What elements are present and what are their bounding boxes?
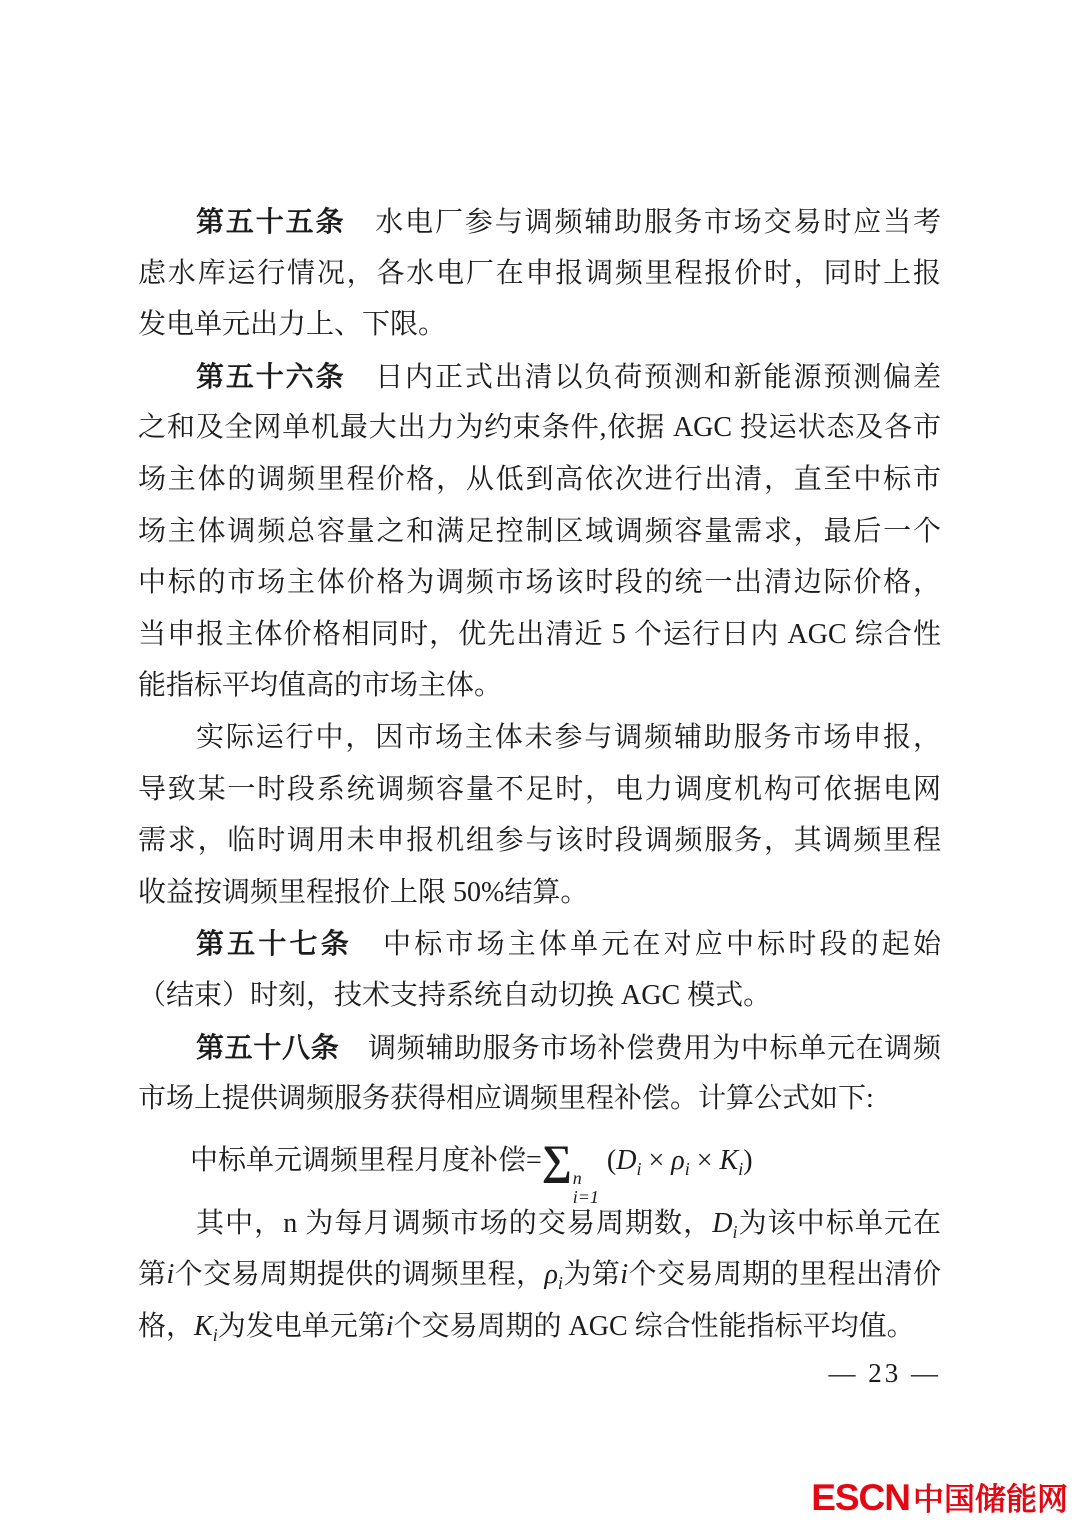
paragraph <box>138 918 941 1021</box>
page-number: — 23 — <box>828 1358 941 1388</box>
text-line <box>138 506 941 558</box>
math-variable: ρ <box>544 1259 558 1291</box>
text-segment: 为发电单元第 <box>217 1310 386 1342</box>
text-segment: 中标单元调频里程月度补偿= <box>190 1144 542 1176</box>
text-line <box>138 248 941 300</box>
text-segment: 市场上提供调频服务获得相应调频里程补偿。计算公式如下: <box>138 1083 874 1115</box>
text-segment: 个交易周期的 AGC 综合性能指标平均值。 <box>393 1310 915 1342</box>
text-segment: 中标的市场主体价格为调频市场该时段的统一出清边际价格， <box>138 567 941 599</box>
text-segment: 当申报主体价格相同时，优先出清近 5 个运行日内 AGC 综合性 <box>138 618 941 650</box>
paragraph <box>138 351 941 712</box>
formula-block <box>138 1125 941 1207</box>
text-line <box>138 1198 941 1250</box>
math-variable: i <box>620 1259 629 1291</box>
math-variable: K <box>194 1310 213 1342</box>
math-variable: K <box>719 1144 739 1176</box>
sum-limits: n i=1 <box>572 1167 599 1207</box>
text-line <box>138 351 941 403</box>
paragraph <box>138 712 941 918</box>
text-line <box>138 815 941 867</box>
math-variable: i <box>166 1259 175 1291</box>
math-variable: ρ <box>671 1144 685 1176</box>
text-segment: 场主体调频总容量之和满足控制区域调频容量需求，最后一个 <box>138 515 941 547</box>
text-line <box>138 867 941 919</box>
sigma-symbol: ∑ <box>541 1137 572 1184</box>
escn-logo-chinese: 中国储能网 <box>913 1482 1068 1517</box>
math-variable: i <box>385 1310 394 1342</box>
text-line <box>138 764 941 816</box>
text-segment: 收益按调频里程报价上限 50%结算。 <box>138 876 589 908</box>
paragraph <box>138 196 941 351</box>
text-segment: 第 <box>138 1259 167 1291</box>
text-segment: 日内正式出清以负荷预测和新能源预测偏差 <box>345 361 941 393</box>
text-line <box>138 1249 941 1301</box>
text-segment: 虑水库运行情况，各水电厂在申报调频里程报价时，同时上报 <box>138 257 941 289</box>
text-segment: 场主体的调频里程价格，从低到高依次进行出清，直至中标市 <box>138 463 941 495</box>
text-line <box>138 196 941 248</box>
text-segment: （结束）时刻，技术支持系统自动切换 AGC 模式。 <box>138 979 772 1011</box>
text-segment: ( <box>606 1144 617 1176</box>
text-line <box>138 660 941 712</box>
text-line <box>138 1301 941 1353</box>
text-segment: 中标市场主体单元在对应中标时段的起始 <box>351 929 941 961</box>
text-segment: 需求，临时调用未申报机组参与该时段调频服务，其调频里程 <box>138 825 941 857</box>
text-segment: 格， <box>138 1310 195 1342</box>
math-variable: i <box>732 1221 738 1242</box>
text-segment: 其中，n 为每月调频市场的交易周期数， <box>196 1207 713 1239</box>
math-variable: i <box>557 1273 563 1294</box>
text-segment: 导致某一时段系统调频容量不足时，电力调度机构可依据电网 <box>138 773 941 805</box>
math-variable: i <box>684 1158 690 1179</box>
text-line <box>138 918 941 970</box>
text-line <box>138 299 941 351</box>
text-segment: 之和及全网单机最大出力为约束条件,依据 AGC 投运状态及各市 <box>138 412 941 444</box>
paragraph <box>138 1198 941 1353</box>
text-segment: 能指标平均值高的市场主体。 <box>138 670 503 702</box>
escn-logo-latin: ESCN <box>811 1477 910 1518</box>
text-line <box>138 454 941 506</box>
text-segment: 水电厂参与调频辅助服务市场交易时应当考 <box>345 207 941 238</box>
text-segment: × <box>641 1144 672 1176</box>
math-variable: D <box>616 1144 637 1176</box>
text-segment: 为第 <box>562 1259 621 1291</box>
paragraph <box>138 1022 941 1125</box>
text-segment: 实际运行中，因市场主体未参与调频辅助服务市场申报， <box>196 721 941 753</box>
math-variable: i <box>636 1158 642 1179</box>
article-number: 第五十六条 <box>196 360 346 392</box>
article-number: 第五十八条 <box>196 1031 340 1063</box>
text-segment: ) <box>743 1144 753 1176</box>
text-line <box>138 712 941 764</box>
article-number: 第五十七条 <box>196 928 352 960</box>
text-line <box>138 557 941 609</box>
article-number: 第五十五条 <box>196 206 346 237</box>
math-variable: i <box>212 1324 218 1345</box>
document-body <box>138 196 941 1352</box>
text-segment: 调频辅助服务市场补偿费用为中标单元在调频 <box>339 1032 941 1064</box>
text-line <box>190 1134 941 1207</box>
text-line <box>138 970 941 1022</box>
text-line <box>138 609 941 661</box>
text-line <box>138 1022 941 1074</box>
text-segment: 为该中标单元在 <box>737 1207 941 1239</box>
text-segment: × <box>689 1144 720 1176</box>
text-line <box>138 402 941 454</box>
escn-logo <box>811 1474 1068 1519</box>
math-variable: D <box>712 1207 733 1239</box>
text-line <box>138 1073 941 1125</box>
text-segment: 发电单元出力上、下限。 <box>138 309 447 341</box>
math-variable: i <box>738 1158 744 1179</box>
text-segment: 个交易周期提供的调频里程， <box>174 1259 545 1291</box>
text-segment: 个交易周期的里程出清价 <box>628 1259 941 1291</box>
